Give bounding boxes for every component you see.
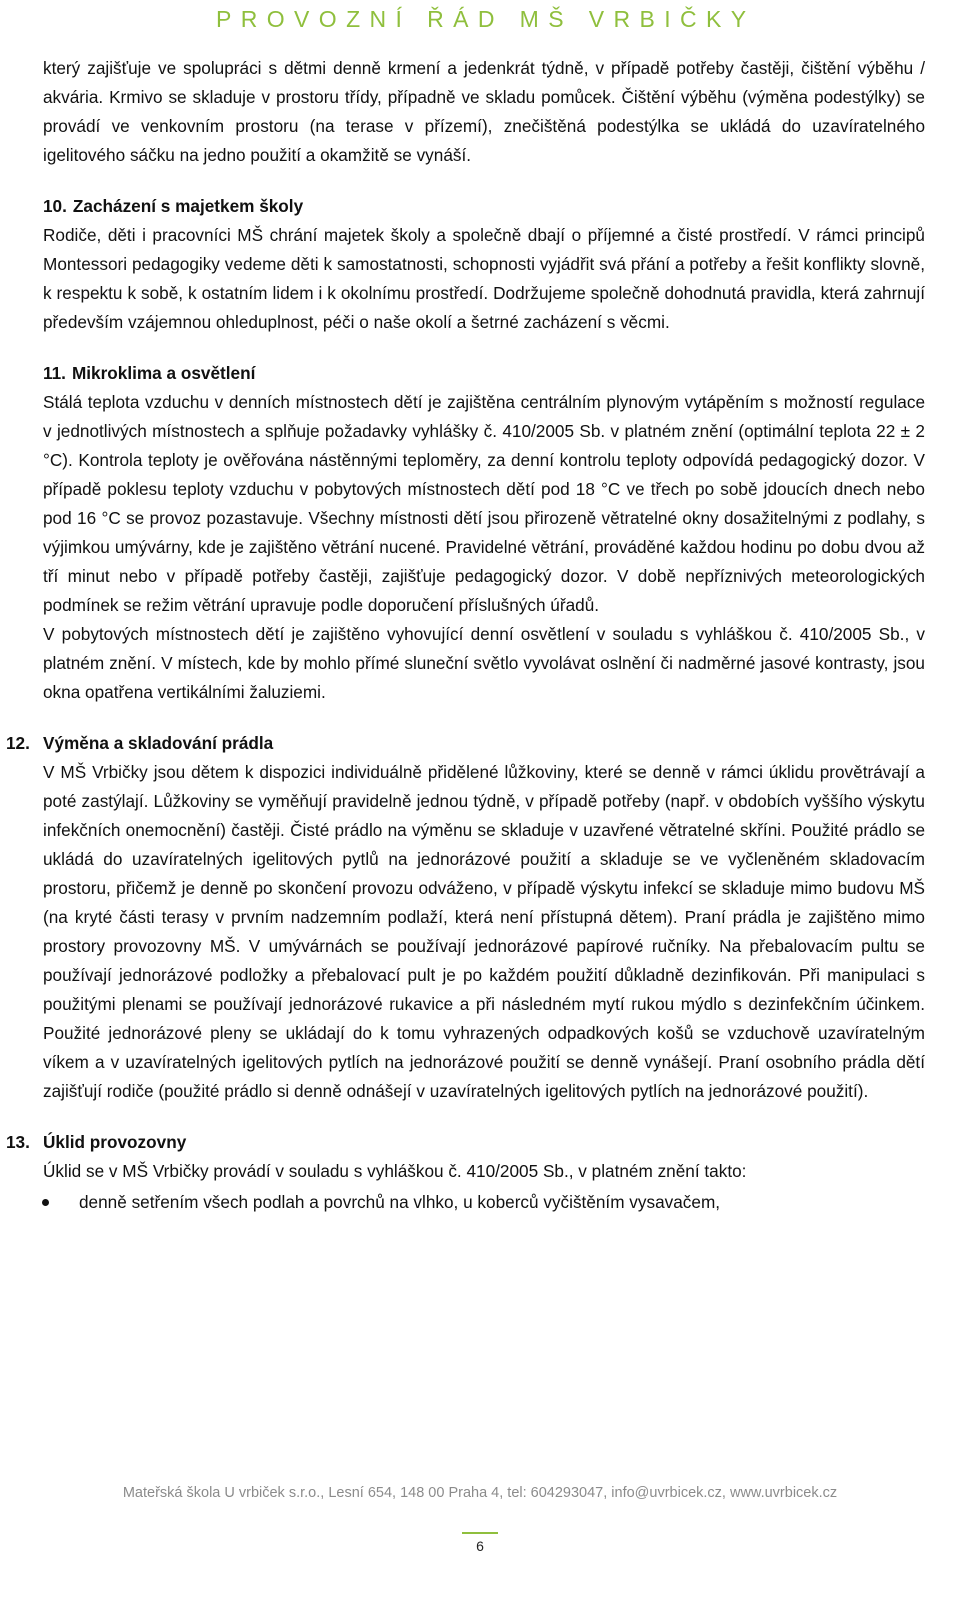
section-paragraph: Rodiče, děti i pracovníci MŠ chrání majetek školy a společně dbají o příjemné a čisté prostředí. V rámci principů Montessori pedagogiky vedeme děti k samostatnosti, schopnosti vyjádřit svá přání a potřeby a řešit konflikty slovně, k respektu k sobě, k ostatním lidem i k okolnímu prostředí. Dodržujeme společně dohodnutá pravidla, která zahrnují především vzájemnou ohleduplnost, péči o naše okolí a šetrné zacházení s věcmi. (43, 225, 925, 332)
section-title: Úklid provozovny (43, 1132, 187, 1152)
section-number: 10. (43, 196, 67, 216)
section-heading: 13. Úklid provozovny (43, 1128, 925, 1157)
section-paragraph: V MŠ Vrbičky jsou dětem k dispozici individuálně přidělené lůžkoviny, které se denně v rámci úklidu provětrávají a poté zastýlají. Lůžkoviny se vyměňují pravidelně jednou týdně, v případě potřeby (např. v obdobích vyššího výskytu infekčních onemocnění) častěji. Čisté prádlo na výměnu se skladuje v uzavřené větratelné skříni. Použité prádlo se ukládá do uzavíratelných igelitových pytlů na jednorázové použití a skladuje se ve vyčleněném skladovacím prostoru, přičemž je denně po skončení provozu odváženo, v případě výskytu infekcí se skladuje mimo budovu MŠ (na kryté části terasy v prvním nadzemním podlaží, která není přístupná dětem). Praní prádla je zajištěno mimo prostory provozovny MŠ. V umývárnách se používají jednorázové papírové ručníky. Na přebalovacím pultu se používají jednorázové podložky a přebalovací pult je po každém použití důkladně dezinfikován. Při manipulaci s použitými plenami se používají jednorázové rukavice a při následném mytí rukou mýdlo s dezinfekčním účinkem. Použité jednorázové pleny se ukládají do k tomu vyhrazených odpadkových košů se vzduchově uzavíratelným víkem a v uzavíratelných igelitových pytlích na jednorázové použití se denně vynášejí. Praní osobního prádla dětí zajišťují rodiče (použité prádlo si denně odnášejí v uzavíratelných igelitových pytlích na jednorázové použití). (43, 762, 925, 1101)
section-heading (43, 192, 925, 221)
section-11 (43, 359, 925, 707)
section-10 (43, 192, 925, 337)
section-heading (43, 359, 925, 388)
section-paragraph: V pobytových místnostech dětí je zajištěno vyhovující denní osvětlení v souladu s vyhláškou č. 410/2005 Sb., v platném znění. V místech, kde by mohlo přímé sluneční světlo vyvolávat oslnění či nadměrné jasové kontrasty, jsou okna opatřena vertikálními žaluziemi. (43, 624, 925, 702)
list-item (43, 1188, 925, 1217)
section-title: Výměna a skladování prádla (43, 733, 274, 753)
document-footer: Mateřská škola U vrbiček s.r.o., Lesní 654, 148 00 Praha 4, tel: 604293047, info@uvrbicek.cz, www.uvrbicek.cz (122, 1485, 838, 1501)
section-paragraph: Stálá teplota vzduchu v denních místnostech dětí je zajištěna centrálním plynovým vytápěním s možností regulace v jednotlivých místnostech a splňuje požadavky vyhlášky č. 410/2005 Sb. v platném znění (optimální teplota 22 ± 2 °C). Kontrola teploty je ověřována nástěnnými teploměry, za denní kontrolu teploty odpovídá pedagogický dozor. V případě poklesu teploty vzduchu v pobytových místnostech dětí pod 18 °C ve třech po sobě jdoucích dnech nebo pod 16 °C se provoz pozastavuje. Všechny místnosti dětí jsou přirozeně větratelné okny dosažitelnými z podlahy, s výjimkou umývárny, kde je zajištěno větrání nucené. Pravidelné větrání, prováděné každou hodinu po dobu dvou až tří minut nebo v případě potřeby častěji, zajišťuje pedagogický dozor. V době nepříznivých meteorologických podmínek se režim větrání upravuje podle doporučení příslušných úřadů. (43, 392, 925, 615)
bullet-list (43, 1188, 925, 1217)
section-12 (6, 729, 925, 1106)
section-number: 11. (43, 363, 66, 383)
page-number: 6 (462, 1532, 498, 1554)
section-title: Mikroklima a osvětlení (71, 363, 256, 383)
list-item-text: denně setřením všech podlah a povrchů na vlhko, u koberců vyčištěním vysavačem, (79, 1192, 721, 1212)
bullet-icon (42, 1199, 49, 1206)
section-paragraph: Úklid se v MŠ Vrbičky provádí v souladu s vyhláškou č. 410/2005 Sb., v platném znění takto: (43, 1161, 747, 1181)
intro-paragraph: který zajišťuje ve spolupráci s dětmi denně krmení a jedenkrát týdně, v případě potřeby častěji, čištění výběhu / akvária. Krmivo se skladuje v prostoru třídy, případně ve skladu pomůcek. Čištění výběhu (výměna podestýlky) se provádí ve venkovním prostoru (na terase v přízemí), znečištěná podestýlka se ukládá do uzavíratelného igelitového sáčku na jedno použití a okamžitě se vynáší. (43, 58, 925, 165)
document-header: PROVOZNÍ ŘÁD MŠ VRBIČKY (216, 6, 756, 32)
section-heading: 12. Výměna a skladování prádla (43, 729, 925, 758)
page-content (6, 54, 925, 1217)
section-13 (6, 1128, 925, 1217)
section-title: Zacházení s majetkem školy (72, 196, 304, 216)
